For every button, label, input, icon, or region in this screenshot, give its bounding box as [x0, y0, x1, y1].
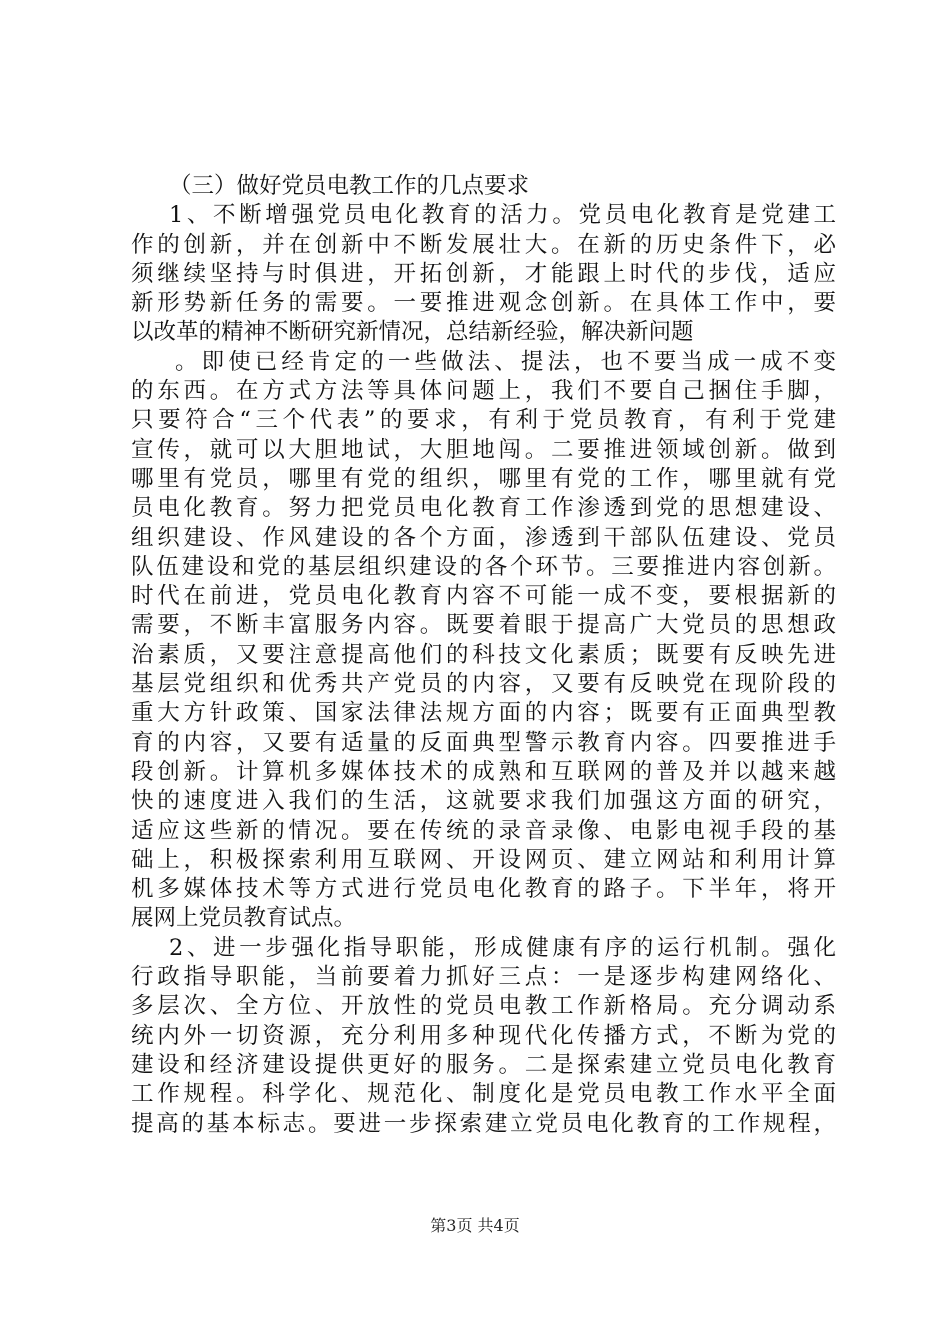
paragraph-line: 展网上党员教育试点。	[131, 905, 357, 932]
paragraph-line: 工作规程。科学化、规范化、制度化是党员电教工作水平全面	[131, 1081, 836, 1108]
paragraph-line: 新形势新任务的需要。一要推进观念创新。在具体工作中，要	[131, 290, 836, 317]
paragraph-line: 适应这些新的情况。要在传统的录音录像、电影电视手段的基	[131, 817, 836, 844]
paragraph-line: 的东西。在方式方法等具体问题上，我们不要自己捆住手脚，	[131, 378, 836, 405]
paragraph-line: 队伍建设和党的基层组织建设的各个环节。三要推进内容创新。	[131, 553, 836, 580]
paragraph-line: 员电化教育。努力把党员电化教育工作渗透到党的思想建设、	[131, 495, 836, 522]
paragraph-line: 多层次、全方位、开放性的党员电教工作新格局。充分调动系	[131, 993, 836, 1020]
paragraph-line: 提高的基本标志。要进一步探索建立党员电化教育的工作规程，	[131, 1110, 836, 1137]
paragraph-line: 只要符合“三个代表”的要求，有利于党员教育，有利于党建	[131, 407, 836, 434]
paragraph-line: 建设和经济建设提供更好的服务。二是探索建立党员电化教育	[131, 1051, 836, 1078]
page-number-footer: 第3页 共4页	[430, 1216, 520, 1235]
paragraph-line: 统内外一切资源，充分利用多种现代化传播方式，不断为党的	[131, 1022, 836, 1049]
paragraph-line: 重大方针政策、国家法律法规方面的内容；既要有正面典型教	[131, 700, 836, 727]
paragraph-line: 段创新。计算机多媒体技术的成熟和互联网的普及并以越来越	[131, 758, 836, 785]
section-heading: （三）做好党员电教工作的几点要求	[169, 173, 530, 199]
paragraph-line: 机多媒体技术等方式进行党员电化教育的路子。下半年，将开	[131, 876, 836, 903]
paragraph-line: 治素质，又要注意提高他们的科技文化素质；既要有反映先进	[131, 641, 836, 668]
paragraph-line: 以改革的精神不断研究新情况，总结新经验，解决新问题	[131, 319, 694, 346]
document-body	[131, 172, 836, 1139]
paragraph-line: 快的速度进入我们的生活，这就要求我们加强这方面的研究，	[131, 788, 836, 815]
paragraph-line: 需要，不断丰富服务内容。既要着眼于提高广大党员的思想政	[131, 612, 836, 639]
paragraph-line: 育的内容，又要有适量的反面典型警示教育内容。四要推进手	[131, 729, 836, 756]
paragraph-line: 基层党组织和优秀共产党员的内容，又要有反映党在现阶段的	[131, 671, 836, 698]
paragraph-line: 组织建设、作风建设的各个方面，渗透到干部队伍建设、党员	[131, 524, 836, 551]
paragraph-line: 作的创新，并在创新中不断发展壮大。在新的历史条件下，必	[131, 231, 836, 258]
paragraph-line: 哪里有党员，哪里有党的组织，哪里有党的工作，哪里就有党	[131, 465, 836, 492]
paragraph-line: 须继续坚持与时俱进，开拓创新，才能跟上时代的步伐，适应	[131, 260, 836, 287]
paragraph-line: 。即使已经肯定的一些做法、提法，也不要当成一成不变	[175, 348, 836, 375]
paragraph-line: 础上，积极探索利用互联网、开设网页、建立网站和利用计算	[131, 846, 836, 873]
paragraph-line: 时代在前进，党员电化教育内容不可能一成不变，要根据新的	[131, 583, 836, 610]
paragraph-line: 2、进一步强化指导职能，形成健康有序的运行机制。强化	[169, 934, 836, 961]
paragraph-line: 宣传，就可以大胆地试，大胆地闯。二要推进领域创新。做到	[131, 436, 836, 463]
paragraph-line: 行政指导职能，当前要着力抓好三点：一是逐步构建网络化、	[131, 964, 836, 991]
paragraph-line: 1、不断增强党员电化教育的活力。党员电化教育是党建工	[169, 202, 836, 229]
